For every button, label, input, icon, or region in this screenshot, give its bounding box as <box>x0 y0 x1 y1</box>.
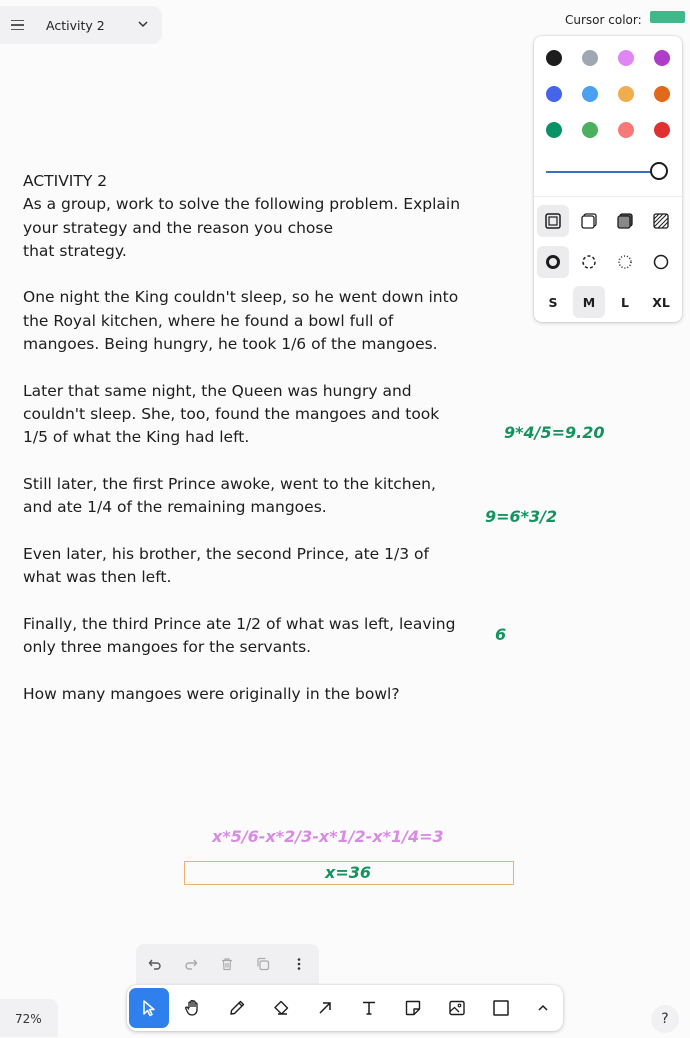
rectangle-tool-button[interactable] <box>481 988 521 1028</box>
fill-solid-icon <box>617 213 633 229</box>
panel-divider <box>534 196 682 197</box>
dash-solid-icon <box>653 254 669 270</box>
dash-draw-button[interactable] <box>537 246 569 278</box>
arrow-icon <box>316 999 334 1017</box>
more-tools-button[interactable] <box>523 988 563 1028</box>
fill-semi-button[interactable] <box>573 205 605 237</box>
dash-dashed-button[interactable] <box>573 246 605 278</box>
fill-pattern-button[interactable] <box>645 205 677 237</box>
size-xl-button[interactable]: XL <box>652 294 670 310</box>
page-title: Activity 2 <box>46 17 105 33</box>
dash-draw-icon <box>545 254 561 270</box>
cursor-color-swatch[interactable] <box>650 11 685 23</box>
dash-solid-button[interactable] <box>645 246 677 278</box>
color-yellow-swatch[interactable] <box>618 86 634 102</box>
opacity-slider-thumb[interactable] <box>650 162 668 180</box>
color-light-green-swatch[interactable] <box>582 122 598 138</box>
paragraph-first-prince: Still later, the first Prince awoke, went to the kitchen, and ate 1/4 of the remaining mangoes. <box>23 474 436 517</box>
arrow-tool-button[interactable] <box>305 988 345 1028</box>
color-red-swatch[interactable] <box>654 122 670 138</box>
handwritten-note-third-prince[interactable]: 6 <box>495 625 507 644</box>
paragraph-third-prince: Finally, the third Prince ate 1/2 of what was left, leaving only three mangoes for the servants. <box>23 614 456 656</box>
size-l-button[interactable]: L <box>621 294 629 310</box>
note-tool-button[interactable] <box>393 988 433 1028</box>
pointer-icon <box>140 999 158 1017</box>
hand-tool-button[interactable] <box>173 988 213 1028</box>
eraser-tool-button[interactable] <box>261 988 301 1028</box>
trash-icon <box>220 957 234 971</box>
help-button[interactable]: ? <box>651 1005 679 1033</box>
size-s-button[interactable]: S <box>548 294 558 310</box>
text-icon <box>360 999 378 1017</box>
fill-semi-icon <box>581 213 597 229</box>
color-light-blue-swatch[interactable] <box>582 86 598 102</box>
image-icon <box>448 999 466 1017</box>
more-actions-button[interactable] <box>289 954 309 974</box>
text-tool-button[interactable] <box>349 988 389 1028</box>
handwritten-answer[interactable]: x=36 <box>325 863 371 882</box>
redo-button[interactable] <box>181 954 201 974</box>
draw-tool-button[interactable] <box>217 988 257 1028</box>
paragraph-queen: Later that same night, the Queen was hungry and couldn't sleep. She, too, found the mangoes and took 1/5 of what the King had left. <box>23 381 440 447</box>
handwritten-note-first-prince[interactable]: 9=6*3/2 <box>485 507 558 526</box>
color-blue-swatch[interactable] <box>546 86 562 102</box>
zoom-level-button[interactable]: 72% <box>0 999 58 1037</box>
paragraph-second-prince: Even later, his brother, the second Prince, ate 1/3 of what was then left. <box>23 544 429 587</box>
chevron-up-icon <box>536 1001 550 1015</box>
more-vertical-icon <box>292 957 306 971</box>
color-orange-swatch[interactable] <box>654 86 670 102</box>
select-tool-button[interactable] <box>129 988 169 1028</box>
chevron-down-icon[interactable] <box>138 20 148 28</box>
asset-tool-button[interactable] <box>437 988 477 1028</box>
delete-button[interactable] <box>217 954 237 974</box>
dash-dashed-icon <box>581 254 597 270</box>
activity-text-block[interactable] <box>23 170 493 729</box>
paragraph-king: One night the King couldn't sleep, so he went down into the Royal kitchen, where he found a bowl full of mangoes. Being hungry, he took 1/6 of the mangoes. <box>23 288 459 354</box>
page-menu[interactable] <box>0 6 162 44</box>
hand-icon <box>184 999 202 1017</box>
handwritten-equation[interactable]: x*5/6-x*2/3-x*1/2-x*1/4=3 <box>212 827 444 846</box>
redo-icon <box>184 957 198 971</box>
color-light-violet-swatch[interactable] <box>618 50 634 66</box>
color-grey-swatch[interactable] <box>582 50 598 66</box>
color-green-swatch[interactable] <box>546 122 562 138</box>
duplicate-button[interactable] <box>253 954 273 974</box>
undo-icon <box>148 957 162 971</box>
sticky-note-icon <box>404 999 422 1017</box>
paragraph-question: How many mangoes were originally in the bowl? <box>23 684 400 703</box>
main-toolbar <box>127 985 563 1031</box>
style-panel <box>534 36 682 322</box>
cursor-color-label: Cursor color: <box>565 13 642 27</box>
undo-button[interactable] <box>145 954 165 974</box>
size-m-button[interactable]: M <box>573 286 605 318</box>
handwritten-note-queen[interactable]: 9*4/5=9.20 <box>504 423 605 442</box>
fill-none-button[interactable] <box>537 205 569 237</box>
color-light-red-swatch[interactable] <box>618 122 634 138</box>
fill-none-icon <box>545 213 561 229</box>
hamburger-menu-icon[interactable] <box>11 20 24 31</box>
pencil-icon <box>228 999 246 1017</box>
opacity-slider-track[interactable] <box>546 171 658 173</box>
fill-pattern-icon <box>653 213 669 229</box>
rectangle-icon <box>492 999 510 1017</box>
color-black-swatch[interactable] <box>546 50 562 66</box>
paragraph-intro: ACTIVITY 2 As a group, work to solve the following problem. Explain your strategy and the reason you chose that strategy. <box>23 172 461 260</box>
action-bar <box>136 944 319 984</box>
dash-dotted-button[interactable] <box>609 246 641 278</box>
duplicate-icon <box>256 957 270 971</box>
color-violet-swatch[interactable] <box>654 50 670 66</box>
dash-dotted-icon <box>617 254 633 270</box>
eraser-icon <box>272 999 290 1017</box>
fill-solid-button[interactable] <box>609 205 641 237</box>
